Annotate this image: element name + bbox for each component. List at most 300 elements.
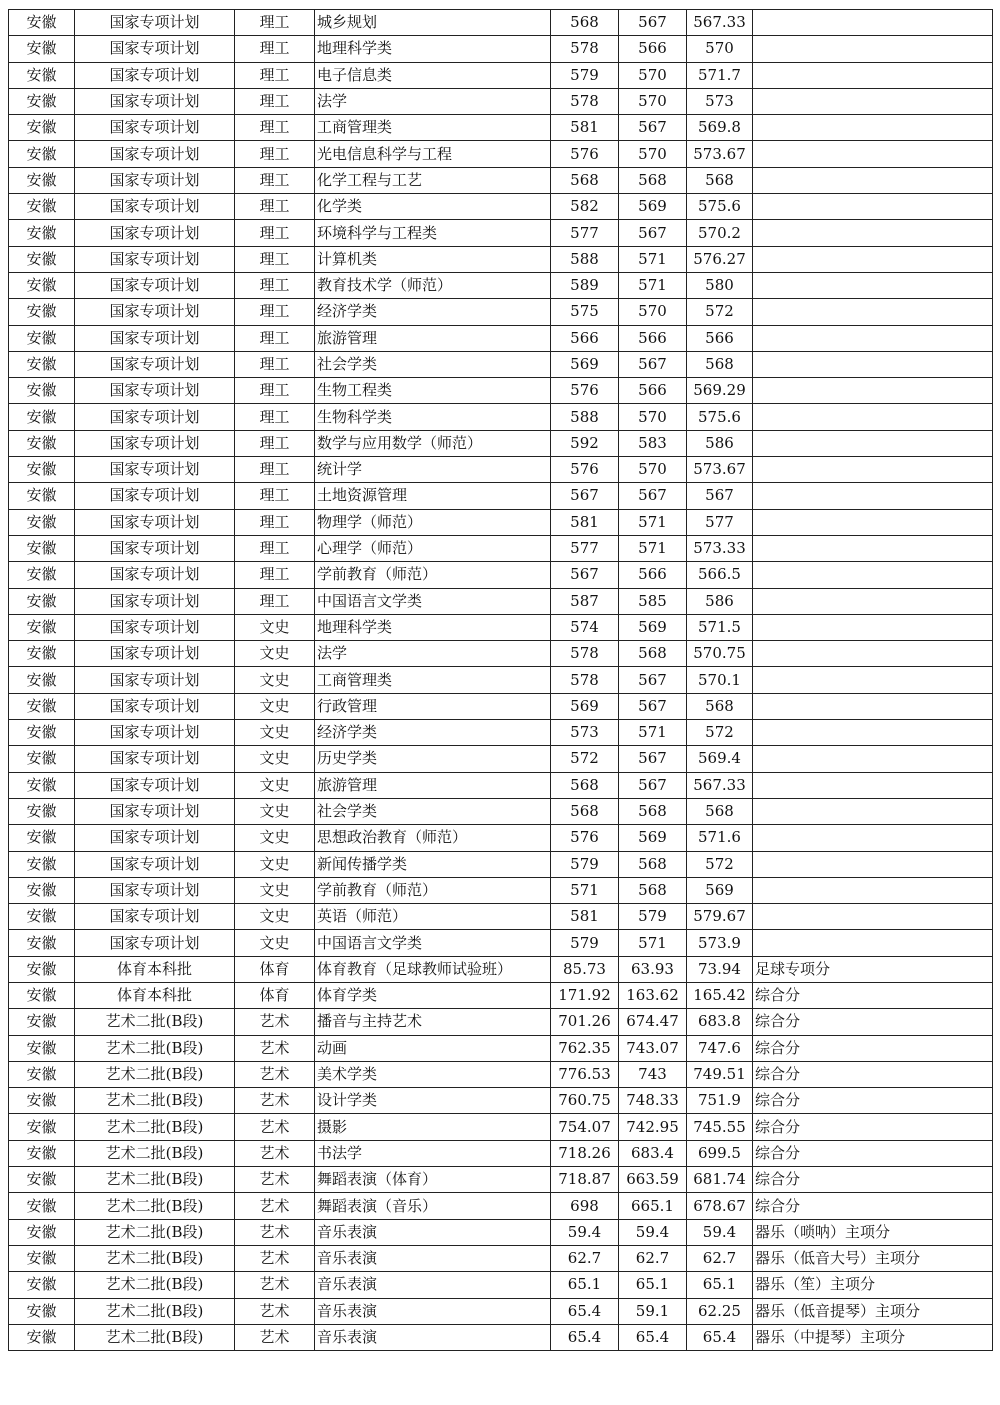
province-cell: 安徽 <box>9 877 75 903</box>
batch-cell: 国家专项计划 <box>75 904 235 930</box>
avg-score-cell: 570 <box>687 36 753 62</box>
category-cell: 文史 <box>235 746 315 772</box>
table-row <box>9 720 993 746</box>
category-cell: 艺术 <box>235 1061 315 1087</box>
province-cell: 安徽 <box>9 1245 75 1271</box>
avg-score-cell: 573.67 <box>687 457 753 483</box>
max-score-cell: 567 <box>551 483 619 509</box>
province-cell: 安徽 <box>9 378 75 404</box>
batch-cell: 艺术二批(B段) <box>75 1193 235 1219</box>
province-cell: 安徽 <box>9 588 75 614</box>
major-cell: 光电信息科学与工程 <box>315 141 551 167</box>
min-score-cell: 567 <box>619 351 687 377</box>
major-cell: 计算机类 <box>315 246 551 272</box>
note-cell <box>753 825 993 851</box>
note-cell <box>753 614 993 640</box>
min-score-cell: 568 <box>619 167 687 193</box>
major-cell: 法学 <box>315 641 551 667</box>
min-score-cell: 566 <box>619 325 687 351</box>
avg-score-cell: 575.6 <box>687 194 753 220</box>
min-score-cell: 567 <box>619 746 687 772</box>
max-score-cell: 578 <box>551 36 619 62</box>
batch-cell: 艺术二批(B段) <box>75 1035 235 1061</box>
max-score-cell: 577 <box>551 220 619 246</box>
note-cell <box>753 667 993 693</box>
province-cell: 安徽 <box>9 299 75 325</box>
major-cell: 英语（师范） <box>315 904 551 930</box>
table-row <box>9 956 993 982</box>
category-cell: 理工 <box>235 10 315 36</box>
max-score-cell: 569 <box>551 351 619 377</box>
major-cell: 音乐表演 <box>315 1245 551 1271</box>
category-cell: 理工 <box>235 562 315 588</box>
table-row <box>9 772 993 798</box>
province-cell: 安徽 <box>9 1272 75 1298</box>
table-row <box>9 88 993 114</box>
max-score-cell: 171.92 <box>551 982 619 1008</box>
avg-score-cell: 699.5 <box>687 1140 753 1166</box>
min-score-cell: 567 <box>619 772 687 798</box>
min-score-cell: 567 <box>619 693 687 719</box>
table-row <box>9 457 993 483</box>
table-row <box>9 299 993 325</box>
table-row <box>9 982 993 1008</box>
max-score-cell: 576 <box>551 457 619 483</box>
table-row <box>9 325 993 351</box>
batch-cell: 国家专项计划 <box>75 141 235 167</box>
max-score-cell: 573 <box>551 720 619 746</box>
min-score-cell: 571 <box>619 930 687 956</box>
max-score-cell: 576 <box>551 141 619 167</box>
category-cell: 体育 <box>235 982 315 1008</box>
category-cell: 艺术 <box>235 1009 315 1035</box>
avg-score-cell: 569.4 <box>687 746 753 772</box>
min-score-cell: 59.1 <box>619 1298 687 1324</box>
min-score-cell: 674.47 <box>619 1009 687 1035</box>
batch-cell: 艺术二批(B段) <box>75 1219 235 1245</box>
note-cell: 器乐（唢呐）主项分 <box>753 1219 993 1245</box>
min-score-cell: 568 <box>619 798 687 824</box>
batch-cell: 国家专项计划 <box>75 404 235 430</box>
max-score-cell: 579 <box>551 851 619 877</box>
batch-cell: 艺术二批(B段) <box>75 1061 235 1087</box>
batch-cell: 国家专项计划 <box>75 851 235 877</box>
note-cell <box>753 378 993 404</box>
max-score-cell: 65.4 <box>551 1298 619 1324</box>
table-row <box>9 430 993 456</box>
avg-score-cell: 165.42 <box>687 982 753 1008</box>
note-cell: 足球专项分 <box>753 956 993 982</box>
table-row <box>9 1298 993 1324</box>
note-cell: 综合分 <box>753 1035 993 1061</box>
province-cell: 安徽 <box>9 457 75 483</box>
batch-cell: 艺术二批(B段) <box>75 1140 235 1166</box>
category-cell: 文史 <box>235 930 315 956</box>
table-row <box>9 877 993 903</box>
batch-cell: 国家专项计划 <box>75 299 235 325</box>
province-cell: 安徽 <box>9 1167 75 1193</box>
avg-score-cell: 65.4 <box>687 1324 753 1350</box>
major-cell: 教育技术学（师范） <box>315 272 551 298</box>
note-cell <box>753 167 993 193</box>
max-score-cell: 760.75 <box>551 1088 619 1114</box>
category-cell: 理工 <box>235 509 315 535</box>
max-score-cell: 568 <box>551 772 619 798</box>
min-score-cell: 570 <box>619 62 687 88</box>
province-cell: 安徽 <box>9 1061 75 1087</box>
batch-cell: 国家专项计划 <box>75 614 235 640</box>
max-score-cell: 581 <box>551 904 619 930</box>
province-cell: 安徽 <box>9 1009 75 1035</box>
major-cell: 社会学类 <box>315 351 551 377</box>
major-cell: 工商管理类 <box>315 115 551 141</box>
max-score-cell: 566 <box>551 325 619 351</box>
min-score-cell: 569 <box>619 194 687 220</box>
min-score-cell: 748.33 <box>619 1088 687 1114</box>
province-cell: 安徽 <box>9 430 75 456</box>
avg-score-cell: 570.75 <box>687 641 753 667</box>
avg-score-cell: 573 <box>687 88 753 114</box>
max-score-cell: 588 <box>551 246 619 272</box>
batch-cell: 国家专项计划 <box>75 430 235 456</box>
avg-score-cell: 568 <box>687 798 753 824</box>
category-cell: 文史 <box>235 720 315 746</box>
major-cell: 音乐表演 <box>315 1324 551 1350</box>
category-cell: 文史 <box>235 904 315 930</box>
batch-cell: 国家专项计划 <box>75 772 235 798</box>
max-score-cell: 62.7 <box>551 1245 619 1271</box>
avg-score-cell: 751.9 <box>687 1088 753 1114</box>
province-cell: 安徽 <box>9 720 75 746</box>
table-row <box>9 194 993 220</box>
avg-score-cell: 678.67 <box>687 1193 753 1219</box>
batch-cell: 国家专项计划 <box>75 457 235 483</box>
note-cell <box>753 877 993 903</box>
min-score-cell: 571 <box>619 272 687 298</box>
major-cell: 城乡规划 <box>315 10 551 36</box>
min-score-cell: 568 <box>619 877 687 903</box>
avg-score-cell: 62.25 <box>687 1298 753 1324</box>
province-cell: 安徽 <box>9 798 75 824</box>
avg-score-cell: 570.1 <box>687 667 753 693</box>
min-score-cell: 163.62 <box>619 982 687 1008</box>
max-score-cell: 577 <box>551 535 619 561</box>
note-cell <box>753 798 993 824</box>
min-score-cell: 570 <box>619 299 687 325</box>
table-row <box>9 1140 993 1166</box>
table-row <box>9 588 993 614</box>
category-cell: 艺术 <box>235 1245 315 1271</box>
batch-cell: 国家专项计划 <box>75 194 235 220</box>
note-cell <box>753 641 993 667</box>
avg-score-cell: 569.29 <box>687 378 753 404</box>
major-cell: 历史学类 <box>315 746 551 772</box>
province-cell: 安徽 <box>9 956 75 982</box>
province-cell: 安徽 <box>9 483 75 509</box>
province-cell: 安徽 <box>9 351 75 377</box>
note-cell: 器乐（中提琴）主项分 <box>753 1324 993 1350</box>
batch-cell: 国家专项计划 <box>75 562 235 588</box>
note-cell <box>753 220 993 246</box>
avg-score-cell: 683.8 <box>687 1009 753 1035</box>
major-cell: 化学工程与工艺 <box>315 167 551 193</box>
major-cell: 社会学类 <box>315 798 551 824</box>
table-row <box>9 351 993 377</box>
min-score-cell: 59.4 <box>619 1219 687 1245</box>
category-cell: 理工 <box>235 141 315 167</box>
table-row <box>9 1193 993 1219</box>
note-cell <box>753 457 993 483</box>
category-cell: 文史 <box>235 667 315 693</box>
max-score-cell: 569 <box>551 693 619 719</box>
batch-cell: 国家专项计划 <box>75 88 235 114</box>
avg-score-cell: 569 <box>687 877 753 903</box>
avg-score-cell: 566.5 <box>687 562 753 588</box>
note-cell <box>753 246 993 272</box>
max-score-cell: 572 <box>551 746 619 772</box>
avg-score-cell: 745.55 <box>687 1114 753 1140</box>
min-score-cell: 569 <box>619 614 687 640</box>
note-cell <box>753 588 993 614</box>
max-score-cell: 587 <box>551 588 619 614</box>
major-cell: 音乐表演 <box>315 1298 551 1324</box>
max-score-cell: 581 <box>551 509 619 535</box>
category-cell: 艺术 <box>235 1272 315 1298</box>
min-score-cell: 579 <box>619 904 687 930</box>
major-cell: 音乐表演 <box>315 1272 551 1298</box>
major-cell: 地理科学类 <box>315 614 551 640</box>
avg-score-cell: 59.4 <box>687 1219 753 1245</box>
avg-score-cell: 576.27 <box>687 246 753 272</box>
table-row <box>9 798 993 824</box>
major-cell: 化学类 <box>315 194 551 220</box>
note-cell <box>753 404 993 430</box>
province-cell: 安徽 <box>9 1140 75 1166</box>
category-cell: 理工 <box>235 430 315 456</box>
min-score-cell: 571 <box>619 720 687 746</box>
category-cell: 理工 <box>235 88 315 114</box>
major-cell: 新闻传播学类 <box>315 851 551 877</box>
batch-cell: 国家专项计划 <box>75 693 235 719</box>
category-cell: 艺术 <box>235 1035 315 1061</box>
category-cell: 文史 <box>235 772 315 798</box>
max-score-cell: 754.07 <box>551 1114 619 1140</box>
note-cell <box>753 194 993 220</box>
table-row <box>9 746 993 772</box>
category-cell: 文史 <box>235 825 315 851</box>
max-score-cell: 579 <box>551 62 619 88</box>
min-score-cell: 62.7 <box>619 1245 687 1271</box>
major-cell: 工商管理类 <box>315 667 551 693</box>
province-cell: 安徽 <box>9 851 75 877</box>
avg-score-cell: 62.7 <box>687 1245 753 1271</box>
category-cell: 理工 <box>235 62 315 88</box>
major-cell: 中国语言文学类 <box>315 930 551 956</box>
province-cell: 安徽 <box>9 693 75 719</box>
batch-cell: 国家专项计划 <box>75 877 235 903</box>
province-cell: 安徽 <box>9 1219 75 1245</box>
min-score-cell: 567 <box>619 667 687 693</box>
note-cell <box>753 509 993 535</box>
min-score-cell: 569 <box>619 825 687 851</box>
batch-cell: 国家专项计划 <box>75 220 235 246</box>
avg-score-cell: 572 <box>687 299 753 325</box>
min-score-cell: 663.59 <box>619 1167 687 1193</box>
province-cell: 安徽 <box>9 614 75 640</box>
major-cell: 书法学 <box>315 1140 551 1166</box>
table-row <box>9 1088 993 1114</box>
table-row <box>9 562 993 588</box>
batch-cell: 国家专项计划 <box>75 746 235 772</box>
avg-score-cell: 571.5 <box>687 614 753 640</box>
category-cell: 理工 <box>235 115 315 141</box>
table-row <box>9 115 993 141</box>
batch-cell: 国家专项计划 <box>75 509 235 535</box>
province-cell: 安徽 <box>9 641 75 667</box>
note-cell <box>753 351 993 377</box>
batch-cell: 国家专项计划 <box>75 535 235 561</box>
note-cell <box>753 772 993 798</box>
avg-score-cell: 572 <box>687 851 753 877</box>
note-cell <box>753 904 993 930</box>
table-row <box>9 930 993 956</box>
min-score-cell: 583 <box>619 430 687 456</box>
avg-score-cell: 681.74 <box>687 1167 753 1193</box>
province-cell: 安徽 <box>9 825 75 851</box>
avg-score-cell: 575.6 <box>687 404 753 430</box>
table-row <box>9 36 993 62</box>
batch-cell: 国家专项计划 <box>75 930 235 956</box>
province-cell: 安徽 <box>9 535 75 561</box>
category-cell: 艺术 <box>235 1324 315 1350</box>
note-cell <box>753 272 993 298</box>
batch-cell: 国家专项计划 <box>75 378 235 404</box>
table-row <box>9 404 993 430</box>
min-score-cell: 570 <box>619 88 687 114</box>
province-cell: 安徽 <box>9 1114 75 1140</box>
province-cell: 安徽 <box>9 1035 75 1061</box>
max-score-cell: 579 <box>551 930 619 956</box>
avg-score-cell: 570.2 <box>687 220 753 246</box>
batch-cell: 艺术二批(B段) <box>75 1114 235 1140</box>
major-cell: 经济学类 <box>315 299 551 325</box>
batch-cell: 国家专项计划 <box>75 667 235 693</box>
note-cell <box>753 10 993 36</box>
note-cell: 综合分 <box>753 1167 993 1193</box>
avg-score-cell: 579.67 <box>687 904 753 930</box>
category-cell: 理工 <box>235 404 315 430</box>
table-body <box>9 10 993 1351</box>
province-cell: 安徽 <box>9 772 75 798</box>
province-cell: 安徽 <box>9 167 75 193</box>
province-cell: 安徽 <box>9 246 75 272</box>
province-cell: 安徽 <box>9 272 75 298</box>
note-cell <box>753 299 993 325</box>
min-score-cell: 571 <box>619 246 687 272</box>
note-cell <box>753 325 993 351</box>
min-score-cell: 567 <box>619 483 687 509</box>
batch-cell: 艺术二批(B段) <box>75 1245 235 1271</box>
min-score-cell: 743 <box>619 1061 687 1087</box>
category-cell: 文史 <box>235 851 315 877</box>
table-row <box>9 1061 993 1087</box>
max-score-cell: 574 <box>551 614 619 640</box>
note-cell: 综合分 <box>753 982 993 1008</box>
max-score-cell: 567 <box>551 562 619 588</box>
batch-cell: 国家专项计划 <box>75 10 235 36</box>
max-score-cell: 582 <box>551 194 619 220</box>
province-cell: 安徽 <box>9 1193 75 1219</box>
max-score-cell: 581 <box>551 115 619 141</box>
category-cell: 理工 <box>235 36 315 62</box>
province-cell: 安徽 <box>9 1298 75 1324</box>
batch-cell: 国家专项计划 <box>75 115 235 141</box>
major-cell: 播音与主持艺术 <box>315 1009 551 1035</box>
table-row <box>9 378 993 404</box>
table-row <box>9 851 993 877</box>
note-cell <box>753 115 993 141</box>
table-row <box>9 1219 993 1245</box>
major-cell: 学前教育（师范） <box>315 877 551 903</box>
min-score-cell: 566 <box>619 378 687 404</box>
avg-score-cell: 572 <box>687 720 753 746</box>
table-row <box>9 220 993 246</box>
major-cell: 思想政治教育（师范） <box>315 825 551 851</box>
table-row <box>9 483 993 509</box>
avg-score-cell: 747.6 <box>687 1035 753 1061</box>
min-score-cell: 570 <box>619 457 687 483</box>
major-cell: 法学 <box>315 88 551 114</box>
table-row <box>9 1272 993 1298</box>
major-cell: 生物工程类 <box>315 378 551 404</box>
province-cell: 安徽 <box>9 1324 75 1350</box>
category-cell: 理工 <box>235 220 315 246</box>
min-score-cell: 568 <box>619 851 687 877</box>
major-cell: 旅游管理 <box>315 325 551 351</box>
avg-score-cell: 577 <box>687 509 753 535</box>
table-row <box>9 614 993 640</box>
province-cell: 安徽 <box>9 404 75 430</box>
category-cell: 体育 <box>235 956 315 982</box>
max-score-cell: 592 <box>551 430 619 456</box>
note-cell <box>753 36 993 62</box>
batch-cell: 国家专项计划 <box>75 351 235 377</box>
note-cell: 器乐（笙）主项分 <box>753 1272 993 1298</box>
min-score-cell: 65.4 <box>619 1324 687 1350</box>
table-row <box>9 246 993 272</box>
min-score-cell: 566 <box>619 36 687 62</box>
major-cell: 统计学 <box>315 457 551 483</box>
min-score-cell: 568 <box>619 641 687 667</box>
avg-score-cell: 568 <box>687 167 753 193</box>
table-row <box>9 141 993 167</box>
table-row <box>9 167 993 193</box>
note-cell: 综合分 <box>753 1140 993 1166</box>
category-cell: 艺术 <box>235 1088 315 1114</box>
province-cell: 安徽 <box>9 325 75 351</box>
batch-cell: 艺术二批(B段) <box>75 1324 235 1350</box>
province-cell: 安徽 <box>9 10 75 36</box>
max-score-cell: 65.1 <box>551 1272 619 1298</box>
table-row <box>9 825 993 851</box>
max-score-cell: 65.4 <box>551 1324 619 1350</box>
province-cell: 安徽 <box>9 36 75 62</box>
major-cell: 体育学类 <box>315 982 551 1008</box>
batch-cell: 国家专项计划 <box>75 272 235 298</box>
batch-cell: 国家专项计划 <box>75 246 235 272</box>
province-cell: 安徽 <box>9 1088 75 1114</box>
province-cell: 安徽 <box>9 115 75 141</box>
